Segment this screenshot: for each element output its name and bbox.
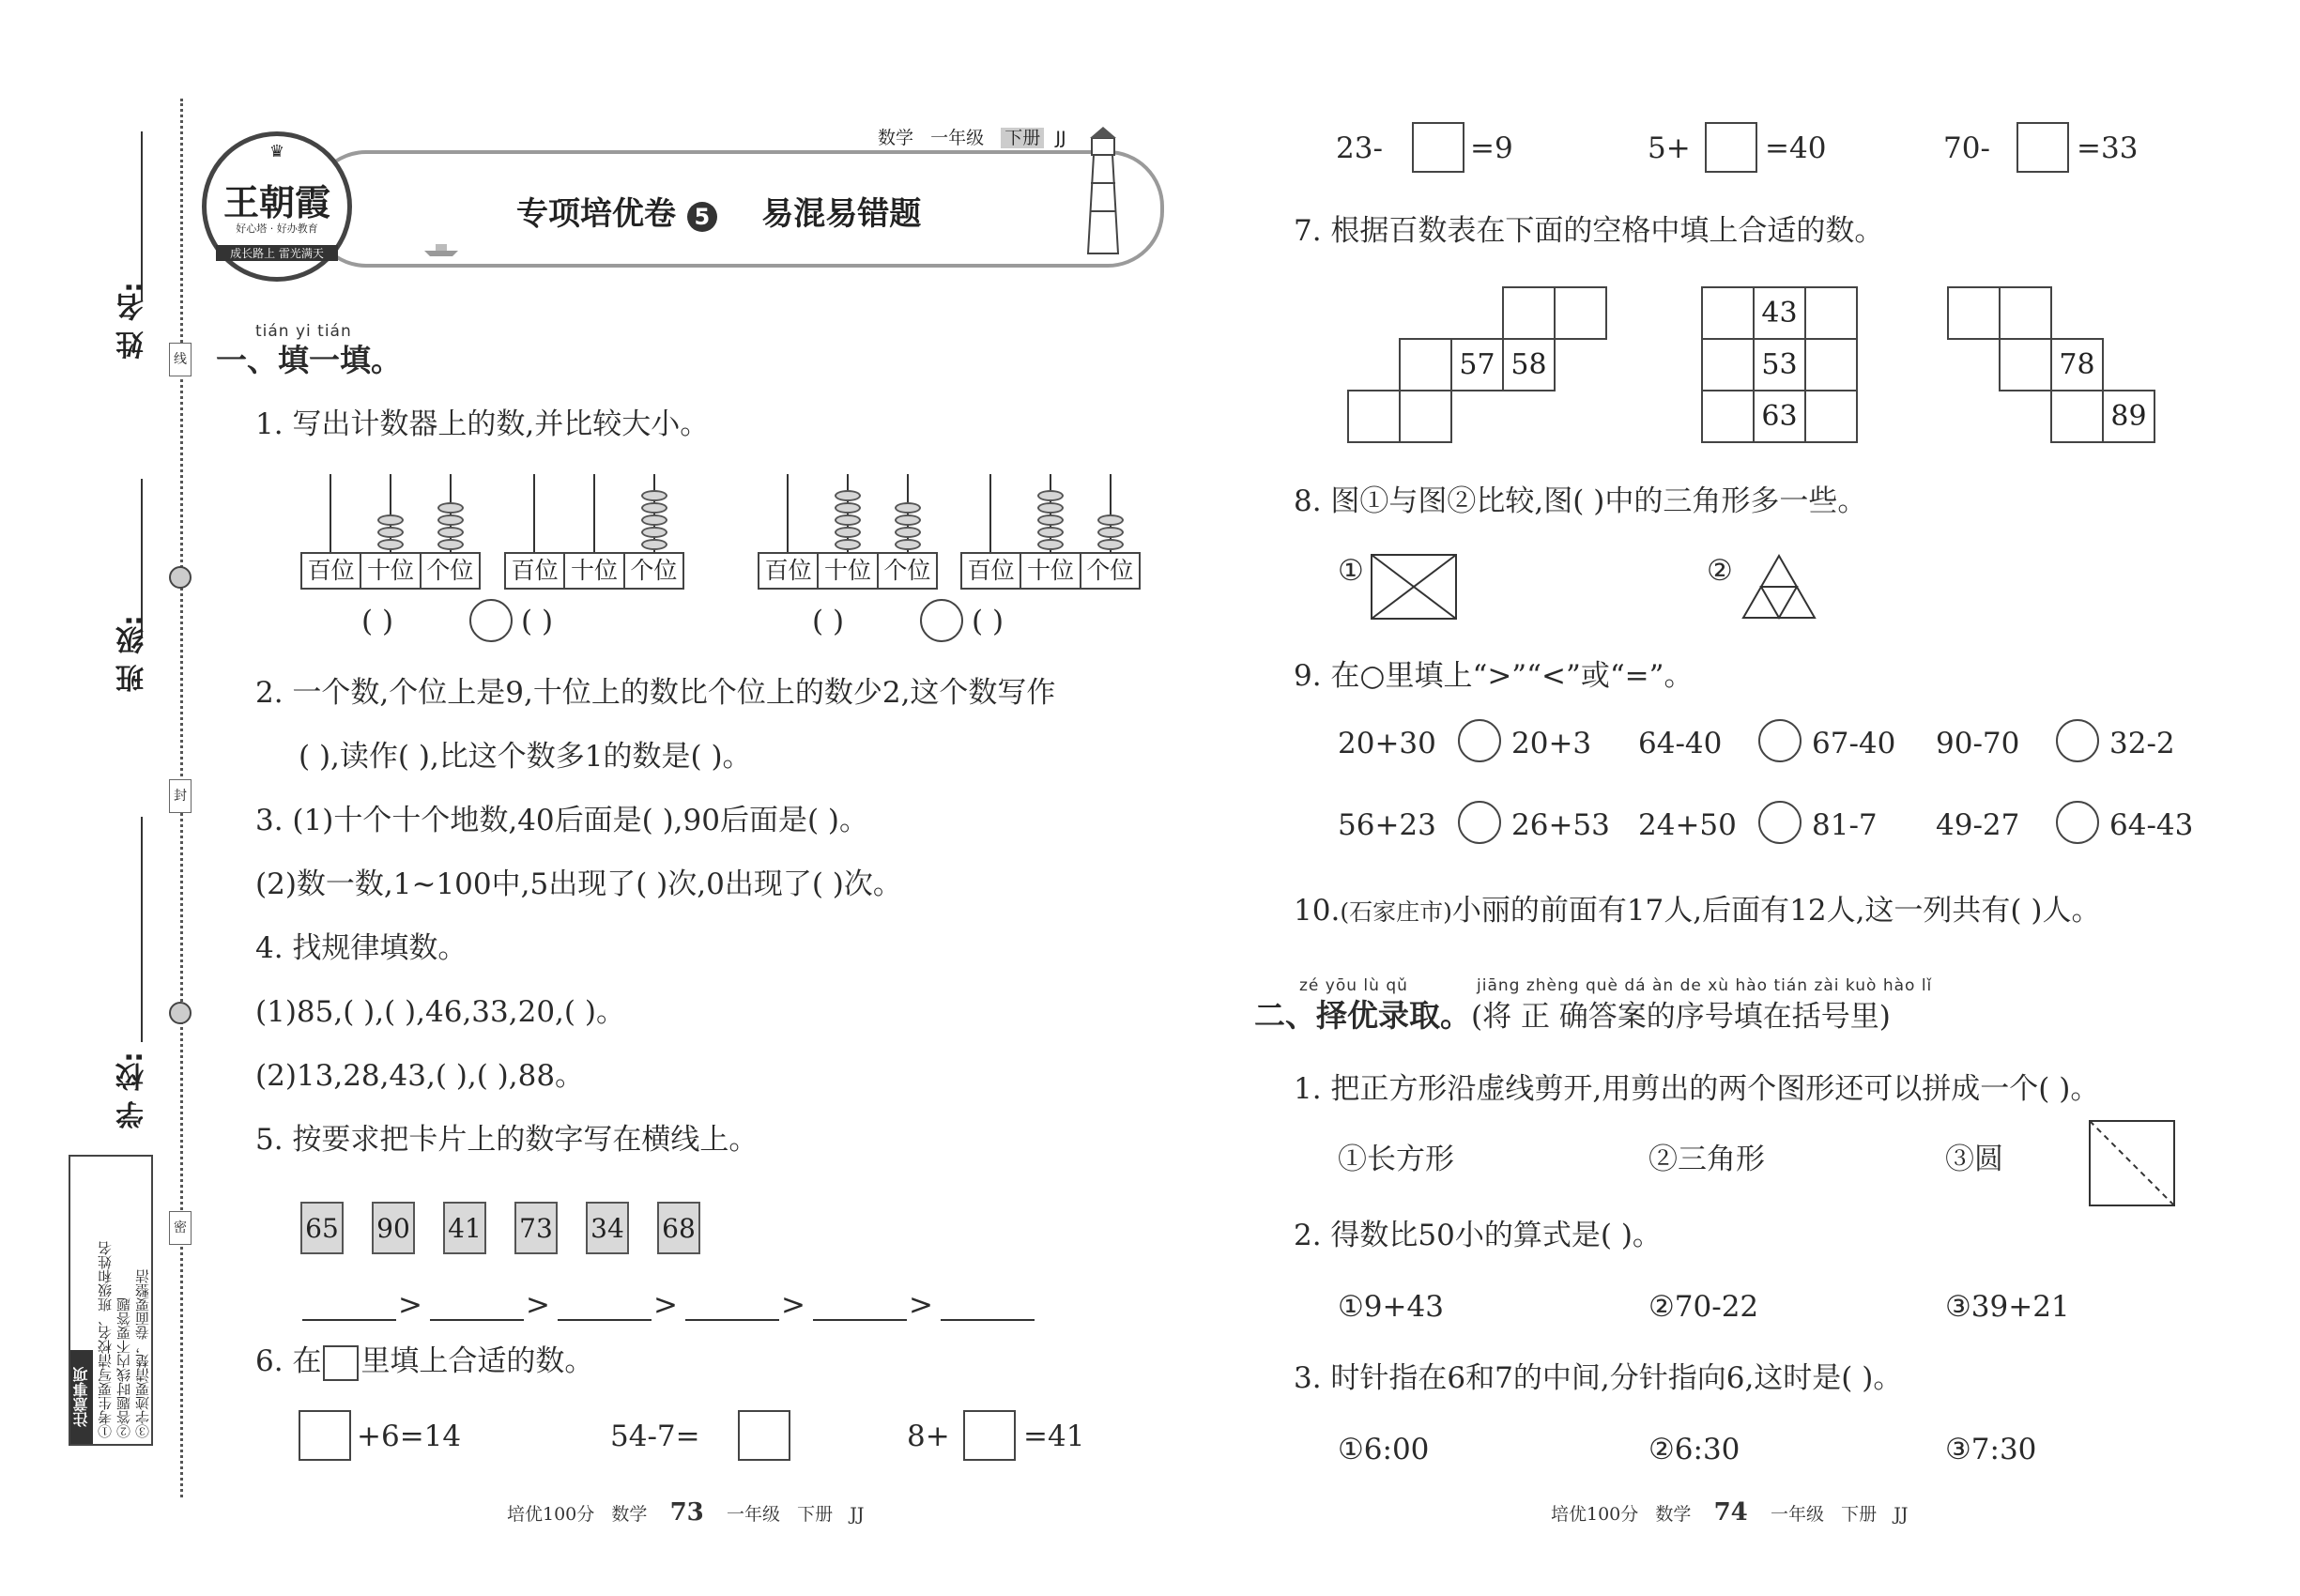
q2-line-2: ( ),读作( ),比这个数多1的数是( )。 xyxy=(299,740,752,774)
q6-eq-3-before: 8+ xyxy=(907,1420,950,1453)
grid-cell[interactable] xyxy=(1804,390,1858,443)
grid-cell: 89 xyxy=(2102,390,2155,443)
abacus-rod xyxy=(787,474,789,552)
q8-text: 8. 图①与图②比较,图( )中的三角形多一些。 xyxy=(1294,484,1867,518)
compare-circle[interactable] xyxy=(2056,801,2099,844)
abacus-bead xyxy=(1097,527,1124,538)
q2-line-1: 2. 一个数,个位上是9,十位上的数比个位上的数少2,这个数写作 xyxy=(255,676,1056,710)
q6-answer-box[interactable] xyxy=(2016,122,2069,173)
grid-cell[interactable] xyxy=(2050,390,2104,443)
school-label: 学 校: xyxy=(116,1051,149,1129)
q4-title: 4. 找规律填数。 xyxy=(255,931,468,965)
footer-grade: 一年级 xyxy=(726,1504,780,1525)
abacus-bead xyxy=(895,514,921,526)
grid-cell: 58 xyxy=(1502,338,1556,391)
binding-hole-icon xyxy=(169,1002,192,1024)
q1-text: 1. 写出计数器上的数,并比较大小。 xyxy=(255,407,710,441)
q4-line-1: (1)85,( ),( ),46,33,20,( )。 xyxy=(255,995,625,1029)
q10-text: 小丽的前面有17人,后面有12人,这一列共有( )人。 xyxy=(1451,894,2101,928)
q9-text: 9. 在○里填上“>”“<”或“=”。 xyxy=(1294,659,1694,693)
class-label: 班 级: xyxy=(116,615,149,693)
q6-eq2-2-before: 5+ xyxy=(1648,131,1691,165)
notice-line-1: ①考生要写清校名、班级和姓名 xyxy=(97,1241,114,1438)
q4-line-2: (2)13,28,43,( ),( ),88。 xyxy=(255,1059,585,1093)
brand-logo xyxy=(202,131,352,282)
abacus-bead xyxy=(895,539,921,550)
q6-answer-box[interactable] xyxy=(1705,122,1757,173)
number-card: 41 xyxy=(443,1202,486,1254)
greater-than-symbol: > xyxy=(653,1288,678,1322)
compare-circle[interactable] xyxy=(1758,801,1802,844)
grid-cell[interactable] xyxy=(1804,286,1858,340)
greater-than-symbol: > xyxy=(909,1288,933,1322)
q6-title xyxy=(255,1343,593,1381)
grid-cell[interactable] xyxy=(1701,286,1755,340)
grid-cell: 63 xyxy=(1753,390,1806,443)
page-title xyxy=(516,188,921,234)
compare-left-expr: 20+30 xyxy=(1338,727,1436,760)
footer-series: 培优100分 xyxy=(507,1504,595,1525)
s2-q3-opt-3[interactable]: ③7:30 xyxy=(1945,1433,2037,1466)
name-underline xyxy=(141,131,143,300)
abacus-place-label: 十位 xyxy=(1021,554,1081,588)
q1-compare-circle-2[interactable] xyxy=(920,599,963,642)
section1-pinyin: tián yi tián xyxy=(255,322,352,341)
abacus-bead xyxy=(1037,514,1064,526)
q1-answer-4: ( ) xyxy=(972,605,1004,638)
abacus-bead xyxy=(835,527,861,538)
grid-cell: 78 xyxy=(2050,338,2104,391)
section2-heading-line xyxy=(1254,997,1891,1036)
footer-left xyxy=(507,1498,864,1527)
s2-q3-opt-2[interactable]: ②6:30 xyxy=(1648,1433,1740,1466)
name-label: 姓 名: xyxy=(116,282,149,360)
number-card: 90 xyxy=(372,1202,415,1254)
abacus-rod xyxy=(989,474,991,552)
section2-note: (将 正 确答案的序号填在括号里) xyxy=(1471,1000,1891,1034)
abacus-bead xyxy=(835,490,861,501)
compare-right-expr: 64-43 xyxy=(2109,808,2194,842)
meta-grade: 一年级 xyxy=(930,128,985,148)
meta-ed: JJ xyxy=(1055,128,1066,148)
abacus-place-labels xyxy=(300,552,481,590)
footer-term: 下册 xyxy=(1841,1504,1878,1525)
abacus-place-label: 个位 xyxy=(883,557,931,584)
s2-q2-text: 2. 得数比50小的算式是( )。 xyxy=(1294,1219,1662,1252)
q10-prefix: 10. xyxy=(1294,894,1341,928)
abacus-bead xyxy=(835,539,861,550)
greater-than-symbol: > xyxy=(526,1288,550,1322)
footer-right xyxy=(1551,1498,1908,1527)
q1-answer-1: ( ) xyxy=(361,605,394,638)
q6-eq-2: 54-7= xyxy=(610,1420,700,1453)
abacus-bead xyxy=(641,539,667,550)
abacus-place-label: 个位 xyxy=(426,557,474,584)
number-card: 34 xyxy=(586,1202,629,1254)
binding-hole-icon xyxy=(169,566,192,589)
compare-left-expr: 90-70 xyxy=(1936,727,2020,760)
abacus-bead xyxy=(377,539,404,550)
grid-cell: 57 xyxy=(1450,338,1504,391)
abacus-place-label: 百位 xyxy=(302,554,361,588)
q6-eq-1: +6=14 xyxy=(357,1420,462,1453)
q8-label-2: ② xyxy=(1707,554,1733,588)
ordering-blank[interactable] xyxy=(558,1319,652,1321)
q6-box-icon xyxy=(323,1345,359,1381)
footer-ed: JJ xyxy=(850,1504,865,1525)
q6-eq2-2-after: =40 xyxy=(1765,131,1827,165)
abacus-bead xyxy=(641,527,667,538)
abacus-bead xyxy=(835,514,861,526)
grid-cell[interactable] xyxy=(1999,286,2052,340)
number-card: 65 xyxy=(300,1202,344,1254)
compare-left-expr: 49-27 xyxy=(1936,808,2020,842)
grid-cell: 43 xyxy=(1753,286,1806,340)
nested-triangle-figure xyxy=(1741,554,1817,620)
abacus-bead xyxy=(835,502,861,514)
rectangle-diagonals-figure xyxy=(1371,554,1457,620)
grid-cell[interactable] xyxy=(1701,390,1755,443)
abacus-place-label: 十位 xyxy=(361,554,421,588)
abacus-place-label: 百位 xyxy=(759,554,819,588)
abacus-place-label: 个位 xyxy=(1086,557,1134,584)
ordering-blank[interactable] xyxy=(685,1319,779,1321)
q6-eq2-3-before: 70- xyxy=(1943,131,1990,165)
abacus-place-label: 百位 xyxy=(506,554,565,588)
q8-label-1: ① xyxy=(1338,554,1364,588)
q6-answer-box[interactable] xyxy=(299,1410,351,1461)
abacus-place-labels xyxy=(504,552,684,590)
footer-series: 培优100分 xyxy=(1551,1504,1639,1525)
abacus-bead xyxy=(641,502,667,514)
abacus-bead xyxy=(641,514,667,526)
cut-mark-2: 封 xyxy=(169,779,192,813)
grid-cell[interactable] xyxy=(1399,390,1452,443)
abacus-bead xyxy=(1037,527,1064,538)
number-card: 68 xyxy=(657,1202,700,1254)
title-main: 易混易错题 xyxy=(761,195,922,233)
greater-than-symbol: > xyxy=(781,1288,805,1322)
s2-q2-opt-3[interactable]: ③39+21 xyxy=(1945,1290,2070,1324)
q6-eq2-1-before: 23- xyxy=(1336,131,1383,165)
notice-box xyxy=(69,1155,153,1446)
abacus-place-labels xyxy=(960,552,1141,590)
abacus-rod xyxy=(330,474,331,552)
compare-circle[interactable] xyxy=(2056,719,2099,762)
abacus-bead xyxy=(437,502,464,514)
abacus-place-label: 十位 xyxy=(565,554,624,588)
q10-line xyxy=(1294,892,2100,931)
section1-heading: 一、填一填。 xyxy=(216,342,402,378)
subject-meta xyxy=(878,124,1066,149)
q6-eq-3-after: =41 xyxy=(1023,1420,1085,1453)
abacus-bead xyxy=(437,514,464,526)
school-underline xyxy=(141,817,143,1042)
footer-page-number: 73 xyxy=(669,1498,704,1527)
compare-circle[interactable] xyxy=(1458,801,1501,844)
footer-grade: 一年级 xyxy=(1770,1504,1824,1525)
section2-pinyin-2: jiāng zhèng què dá àn de xù hào tián zài kuò hào lǐ xyxy=(1477,976,1933,995)
grid-cell[interactable] xyxy=(1347,390,1401,443)
cut-mark-3: 密 xyxy=(169,1211,192,1245)
abacus-rod xyxy=(593,474,595,552)
compare-left-expr: 64-40 xyxy=(1638,727,1723,760)
abacus-bead xyxy=(641,490,667,501)
footer-page-number: 74 xyxy=(1713,1498,1748,1527)
abacus-bead xyxy=(895,502,921,514)
q6-title-pre: 6. 在 xyxy=(255,1344,322,1378)
abacus-place-label: 十位 xyxy=(819,554,878,588)
abacus-rod xyxy=(533,474,535,552)
lighthouse-icon xyxy=(1075,127,1131,258)
abacus-place-labels xyxy=(758,552,938,590)
s2-q2-opt-2[interactable]: ②70-22 xyxy=(1648,1290,1759,1324)
grid-cell[interactable] xyxy=(1502,286,1556,340)
brand-small: 好心塔 · 好办教育 xyxy=(236,223,318,235)
s2-q1-text: 1. 把正方形沿虚线剪开,用剪出的两个图形还可以拼成一个( )。 xyxy=(1294,1072,2100,1106)
title-number-badge: 5 xyxy=(687,202,717,232)
square-dashed-diagonal-figure xyxy=(2089,1120,2175,1206)
number-card: 73 xyxy=(514,1202,558,1254)
q1-answer-3: ( ) xyxy=(812,605,845,638)
q6-eq2-3-after: =33 xyxy=(2077,131,2139,165)
q6-answer-box[interactable] xyxy=(738,1410,790,1461)
s2-q2-opt-1[interactable]: ①9+43 xyxy=(1338,1290,1444,1324)
title-prefix: 专项培优卷 xyxy=(516,195,676,233)
abacus-bead xyxy=(1037,539,1064,550)
cut-mark-1: 线 xyxy=(169,343,192,376)
compare-left-expr: 56+23 xyxy=(1338,808,1436,842)
q5-title: 5. 按要求把卡片上的数字写在横线上。 xyxy=(255,1123,759,1157)
abacus-bead xyxy=(1037,502,1064,514)
footer-subject: 数学 xyxy=(611,1504,648,1525)
section2-heading: 二、择优录取。 xyxy=(1254,997,1471,1034)
notice-title: 注意事项 xyxy=(70,1350,93,1444)
grid-cell[interactable] xyxy=(1999,338,2052,391)
abacus-place-label: 百位 xyxy=(962,554,1021,588)
q1-compare-circle-1[interactable] xyxy=(469,599,513,642)
notice-line-2: ②答题时线内不要答题 xyxy=(115,1297,132,1438)
q10-city: (石家庄市) xyxy=(1340,898,1452,926)
ordering-blank[interactable] xyxy=(941,1319,1035,1321)
footer-term: 下册 xyxy=(797,1504,834,1525)
s2-q1-opt-1[interactable]: ①长方形 xyxy=(1338,1143,1454,1176)
abacus-bead xyxy=(377,527,404,538)
grid-cell[interactable] xyxy=(1701,338,1755,391)
s2-q3-text: 3. 时针指在6和7的中间,分针指向6,这时是( )。 xyxy=(1294,1361,1903,1395)
notice-line-3: ③字迹要清楚，卷面要整洁 xyxy=(134,1269,151,1438)
brand-tagline: 成长路上 雷光满天 xyxy=(216,245,338,261)
compare-right-expr: 20+3 xyxy=(1511,727,1592,760)
q1-answer-2: ( ) xyxy=(521,605,554,638)
compare-right-expr: 67-40 xyxy=(1812,727,1896,760)
ordering-blank[interactable] xyxy=(302,1319,396,1321)
abacus-bead xyxy=(1037,490,1064,501)
grid-cell[interactable] xyxy=(1554,286,1607,340)
q6-answer-box[interactable] xyxy=(963,1410,1016,1461)
compare-right-expr: 26+53 xyxy=(1511,808,1610,842)
abacus-place-label: 个位 xyxy=(630,557,678,584)
compare-left-expr: 24+50 xyxy=(1638,808,1737,842)
q6-answer-box[interactable] xyxy=(1412,122,1464,173)
greater-than-symbol: > xyxy=(398,1288,422,1322)
ordering-blank[interactable] xyxy=(813,1319,907,1321)
compare-circle[interactable] xyxy=(1758,719,1802,762)
s2-q1-opt-2[interactable]: ②三角形 xyxy=(1648,1143,1765,1176)
brand-name: 王朝霞 xyxy=(222,182,330,223)
section2-pinyin-1: zé yōu lù qǔ xyxy=(1299,976,1408,995)
grid-cell: 53 xyxy=(1753,338,1806,391)
grid-cell[interactable] xyxy=(1399,338,1452,391)
q6-title-post: 里填上合适的数。 xyxy=(360,1344,594,1378)
q3-line-2: (2)数一数,1~100中,5出现了( )次,0出现了( )次。 xyxy=(255,867,902,901)
meta-subject: 数学 xyxy=(878,128,914,148)
q3-line-1: 3. (1)十个十个地数,40后面是( ),90后面是( )。 xyxy=(255,804,869,837)
grid-cell[interactable] xyxy=(1804,338,1858,391)
footer-ed: JJ xyxy=(1894,1504,1909,1525)
grid-cell[interactable] xyxy=(1947,286,2001,340)
boat-icon xyxy=(422,239,460,258)
ordering-blank[interactable] xyxy=(430,1319,524,1321)
abacus-bead xyxy=(895,527,921,538)
compare-right-expr: 32-2 xyxy=(2109,727,2175,760)
abacus-bead xyxy=(1097,539,1124,550)
q7-text: 7. 根据百数表在下面的空格中填上合适的数。 xyxy=(1294,214,1884,248)
s2-q3-opt-1[interactable]: ①6:00 xyxy=(1338,1433,1430,1466)
abacus-bead xyxy=(437,539,464,550)
abacus-bead xyxy=(377,514,404,526)
abacus-bead xyxy=(437,527,464,538)
compare-right-expr: 81-7 xyxy=(1812,808,1878,842)
footer-subject: 数学 xyxy=(1655,1504,1692,1525)
compare-circle[interactable] xyxy=(1458,719,1501,762)
s2-q1-opt-3[interactable]: ③圆 xyxy=(1945,1143,2003,1176)
crown-icon: ♛ xyxy=(268,142,285,161)
abacus-bead xyxy=(1097,514,1124,526)
meta-term: 下册 xyxy=(1001,128,1044,148)
q6-eq2-1-after: =9 xyxy=(1470,131,1513,165)
